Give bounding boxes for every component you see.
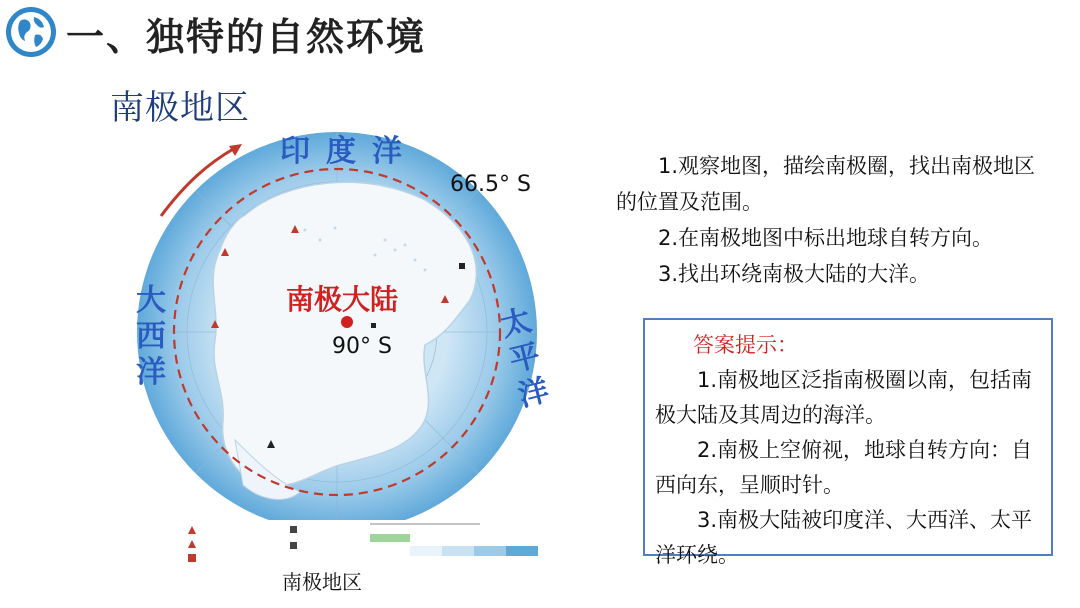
region-title: 南极地区 [110,88,250,128]
answer-title: 答案提示： [693,333,798,357]
answer-item: 3.南极大陆被印度洋、大西洋、太平洋环绕。 [655,508,1033,567]
ocean-label-atlantic: 大西洋 [136,283,166,390]
section-title: 一、独特的自然环境 [66,15,427,59]
ocean-label-indian: 印度洋 [280,134,418,169]
task-list [616,148,1056,292]
answer-item: 2.南极上空俯视，地球自转方向：自西向东，呈顺时针。 [655,438,1033,497]
globe-icon [4,5,58,59]
answer-box [643,318,1053,567]
pole-label: 90° S [332,334,392,359]
task-item: 1.观察地图，描绘南极圈，找出南极地区的位置及范围。 [616,154,1036,214]
task-item: 3.找出环绕南极大陆的大洋。 [658,262,931,286]
task-item: 2.在南极地图中标出地球自转方向。 [658,226,994,250]
antarctic-circle-label: 66.5° S [450,172,531,197]
map-legend [180,512,570,568]
map-caption: 南极地区 [282,570,362,594]
continent-label: 南极大陆 [286,283,399,316]
answer-item: 1.南极地区泛指南极圈以南，包括南极大陆及其周边的海洋。 [655,368,1033,427]
ocean-label-pacific: 太平洋 [497,302,553,415]
